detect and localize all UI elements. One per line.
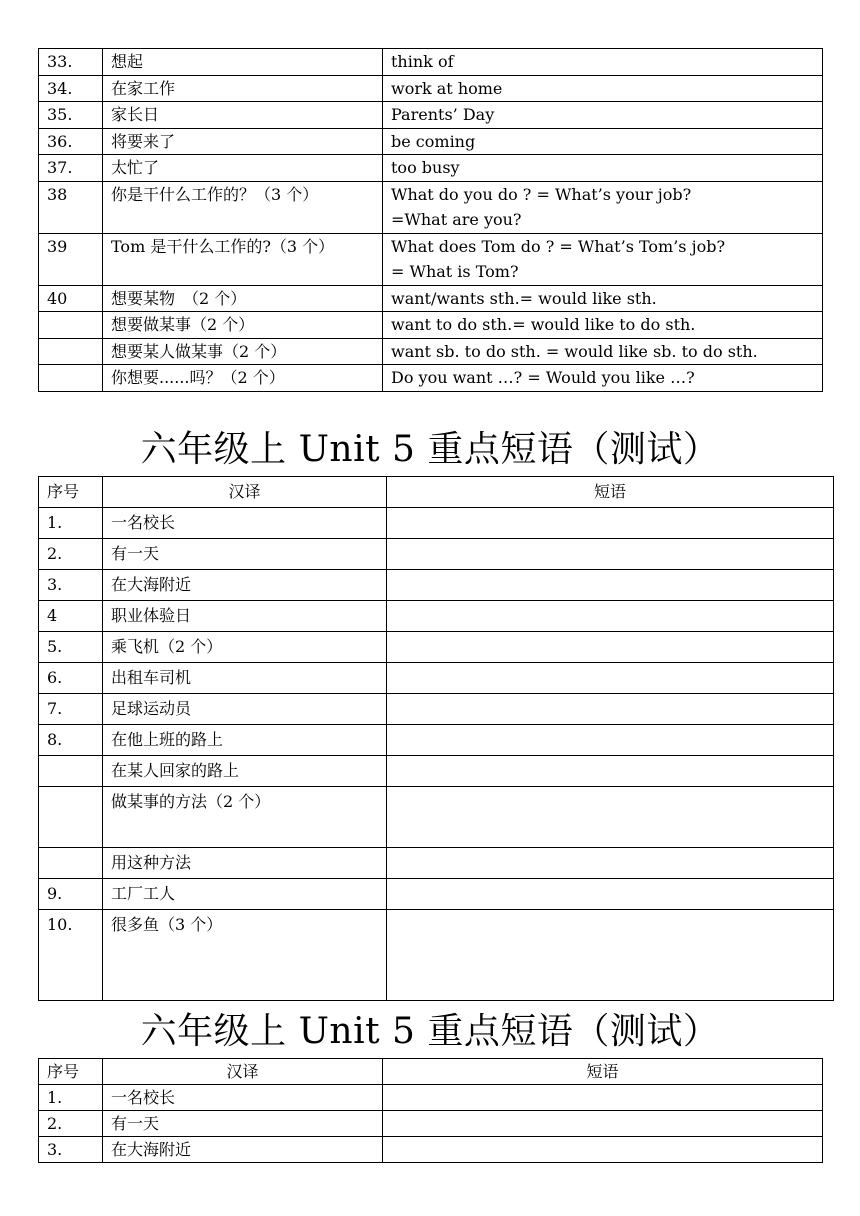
table-row (39, 848, 834, 879)
chinese-phrase: 在他上班的路上 (103, 725, 387, 756)
table-row (39, 1085, 823, 1111)
test-table-2-header (39, 1059, 823, 1085)
test-title-2: 六年级上 Unit 5 重点短语（测试） (140, 1011, 720, 1052)
row-number: 10. (39, 910, 103, 1001)
row-number: 34. (39, 75, 103, 102)
header-chinese: 汉译 (103, 477, 387, 508)
english-phrase (383, 365, 823, 392)
row-number: 8. (39, 725, 103, 756)
chinese-phrase: 想要做某事（2 个） (103, 312, 383, 339)
english-phrase-line: want to do sth.= would like to do sth. (391, 315, 696, 334)
chinese-phrase: 想要某人做某事（2 个） (103, 338, 383, 365)
answer-blank[interactable] (387, 756, 834, 787)
header-phrase: 短语 (387, 477, 834, 508)
chinese-phrase: 有一天 (103, 1111, 383, 1137)
chinese-phrase: 职业体验日 (103, 601, 387, 632)
english-phrase (383, 155, 823, 182)
row-number: 2. (39, 539, 103, 570)
test-title-1: 六年级上 Unit 5 重点短语（测试） (140, 429, 720, 470)
row-number: 40 (39, 285, 103, 312)
row-number: 38 (39, 181, 103, 233)
english-phrase-line: What do you do ? = What’s your job? (391, 184, 692, 204)
answer-blank[interactable] (387, 910, 834, 1001)
chinese-phrase: 太忙了 (103, 155, 383, 182)
english-phrase-line: Do you want …? = Would you like …? (391, 368, 695, 387)
header-chinese: 汉译 (103, 1059, 383, 1085)
row-number: 2. (39, 1111, 103, 1137)
chinese-phrase: 在大海附近 (103, 570, 387, 601)
chinese-phrase: 用这种方法 (103, 848, 387, 879)
test-table-1-tbody (39, 508, 834, 1001)
english-phrase-line: be coming (391, 131, 476, 151)
table-row (39, 725, 834, 756)
table-row (39, 694, 834, 725)
table-row (39, 128, 823, 155)
review-phrase-table (38, 48, 823, 392)
chinese-phrase: 想起 (103, 49, 383, 76)
table-row (39, 365, 823, 392)
chinese-phrase: 在大海附近 (103, 1137, 383, 1163)
row-number: 5. (39, 632, 103, 663)
table-row (39, 155, 823, 182)
table-row (39, 338, 823, 365)
chinese-phrase: 做某事的方法（2 个） (103, 787, 387, 848)
english-phrase-line: Parents’ Day (391, 105, 495, 124)
review-phrase-tbody (39, 49, 823, 392)
header-phrase: 短语 (383, 1059, 823, 1085)
row-number: 35. (39, 102, 103, 129)
table-row (39, 787, 834, 848)
english-phrase-line: = What is Tom? (391, 262, 519, 281)
test-table-2 (38, 1058, 823, 1163)
chinese-phrase: 很多鱼（3 个） (103, 910, 387, 1001)
chinese-phrase: 一名校长 (103, 1085, 383, 1111)
english-phrase (383, 338, 823, 365)
test-table-1 (38, 476, 834, 1001)
english-phrase (383, 49, 823, 76)
table-row (39, 879, 834, 910)
table-row (39, 49, 823, 76)
answer-blank[interactable] (383, 1137, 823, 1163)
row-number (39, 312, 103, 339)
answer-blank[interactable] (387, 601, 834, 632)
table-row (39, 601, 834, 632)
row-number (39, 338, 103, 365)
test-table-1-header (39, 477, 834, 508)
row-number (39, 365, 103, 392)
header-number: 序号 (39, 1059, 103, 1085)
english-phrase-line: too busy (391, 158, 460, 177)
row-number: 39 (39, 233, 103, 285)
answer-blank[interactable] (383, 1085, 823, 1111)
row-number: 1. (39, 508, 103, 539)
answer-blank[interactable] (387, 570, 834, 601)
table-row (39, 663, 834, 694)
english-phrase-line: want/wants sth.= would like sth. (391, 288, 657, 308)
table-row (39, 508, 834, 539)
chinese-phrase: 家长日 (103, 102, 383, 129)
row-number: 37. (39, 155, 103, 182)
header-number: 序号 (39, 477, 103, 508)
table-row (39, 1137, 823, 1163)
english-phrase (383, 128, 823, 155)
table-row (39, 756, 834, 787)
answer-blank[interactable] (387, 787, 834, 848)
chinese-phrase: 想要某物 （2 个） (103, 285, 383, 312)
table-row (39, 539, 834, 570)
chinese-phrase: 工厂工人 (103, 879, 387, 910)
table-row (39, 233, 823, 285)
table-row (39, 1111, 823, 1137)
english-phrase-line: What does Tom do ? = What’s Tom’s job? (391, 236, 726, 256)
english-phrase (383, 233, 823, 285)
answer-blank[interactable] (387, 632, 834, 663)
table-row (39, 632, 834, 663)
chinese-phrase: 你想要......吗？（2 个） (103, 365, 383, 392)
english-phrase (383, 181, 823, 233)
chinese-phrase: 一名校长 (103, 508, 387, 539)
english-phrase-line: =What are you? (391, 210, 522, 229)
row-number (39, 787, 103, 848)
row-number: 7. (39, 694, 103, 725)
table-row (39, 102, 823, 129)
chinese-phrase: 出租车司机 (103, 663, 387, 694)
answer-blank[interactable] (387, 508, 834, 539)
answer-blank[interactable] (387, 848, 834, 879)
row-number: 4 (39, 601, 103, 632)
english-phrase-line: think of (391, 52, 454, 71)
row-number: 1. (39, 1085, 103, 1111)
answer-blank[interactable] (387, 663, 834, 694)
row-number: 6. (39, 663, 103, 694)
answer-blank[interactable] (387, 694, 834, 725)
chinese-phrase: 乘飞机（2 个） (103, 632, 387, 663)
row-number: 9. (39, 879, 103, 910)
table-row (39, 570, 834, 601)
english-phrase (383, 285, 823, 312)
chinese-phrase: 将要来了 (103, 128, 383, 155)
row-number (39, 756, 103, 787)
answer-blank[interactable] (383, 1111, 823, 1137)
english-phrase (383, 75, 823, 102)
chinese-phrase: Tom 是干什么工作的?（3 个） (103, 233, 383, 285)
english-phrase-line: work at home (391, 78, 503, 98)
table-row (39, 75, 823, 102)
test-table-2-tbody (39, 1085, 823, 1163)
chinese-phrase: 在家工作 (103, 75, 383, 102)
english-phrase-line: want sb. to do sth. = would like sb. to do sth. (391, 341, 758, 361)
chinese-phrase: 在某人回家的路上 (103, 756, 387, 787)
table-row (39, 285, 823, 312)
row-number (39, 848, 103, 879)
chinese-phrase: 有一天 (103, 539, 387, 570)
table-row (39, 181, 823, 233)
table-row (39, 312, 823, 339)
answer-blank[interactable] (387, 879, 834, 910)
row-number: 3. (39, 570, 103, 601)
chinese-phrase: 足球运动员 (103, 694, 387, 725)
english-phrase (383, 102, 823, 129)
table-row (39, 910, 834, 1001)
chinese-phrase: 你是干什么工作的？（3 个） (103, 181, 383, 233)
answer-blank[interactable] (387, 539, 834, 570)
english-phrase (383, 312, 823, 339)
row-number: 36. (39, 128, 103, 155)
row-number: 33. (39, 49, 103, 76)
row-number: 3. (39, 1137, 103, 1163)
answer-blank[interactable] (387, 725, 834, 756)
